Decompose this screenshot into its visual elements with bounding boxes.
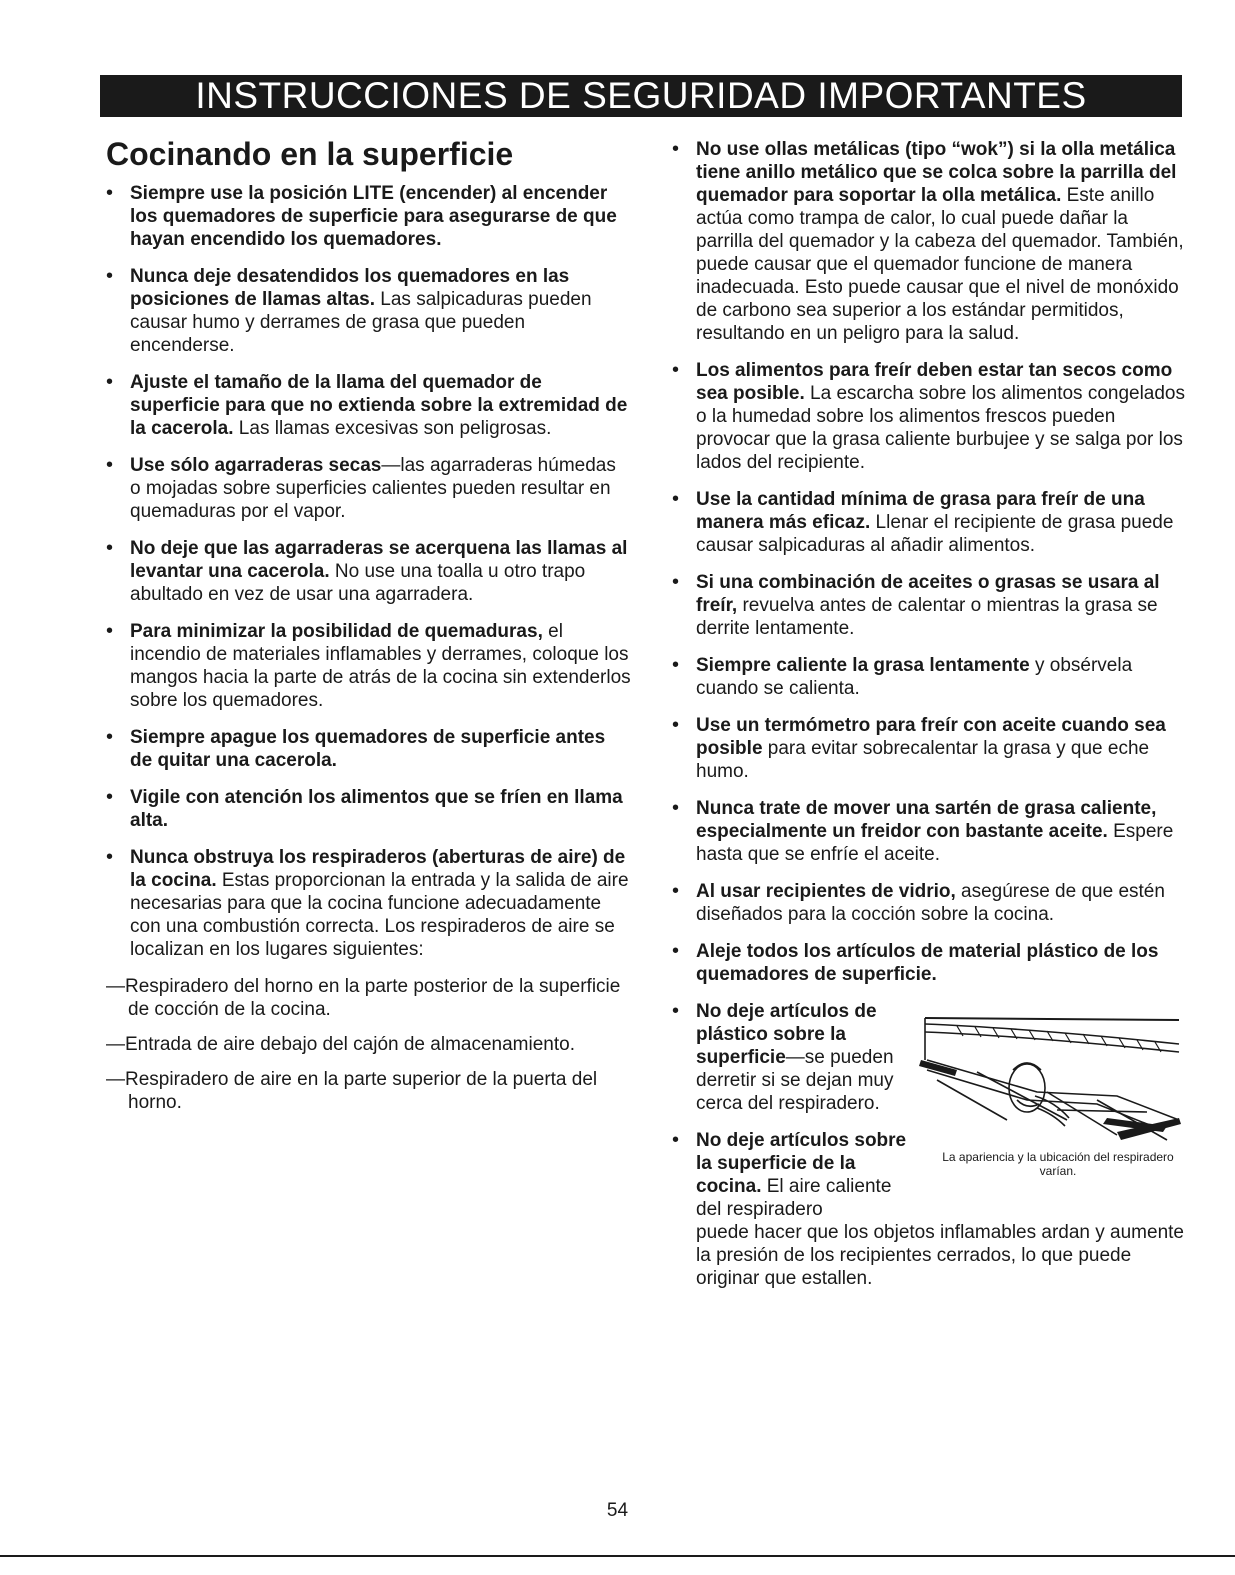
item-text: Espere hasta que se enfríe el aceite. <box>696 821 1174 865</box>
bullet-dot: • <box>672 138 680 160</box>
item-emphasis: Siempre apague los quemadores de superficie antes de quitar una cacerola. <box>130 727 606 771</box>
left-column <box>106 182 631 1126</box>
item-emphasis: Use un termómetro para freír con aceite cuando sea posible <box>696 715 1166 759</box>
vent-drawing-icon <box>917 1000 1187 1145</box>
vent-illustration <box>917 1000 1187 1145</box>
bullet-dot: • <box>672 654 680 676</box>
item-text: El aire caliente del respiradero <box>696 1176 892 1220</box>
safety-item <box>106 786 631 832</box>
item-emphasis: No use ollas metálicas (tipo “wok”) si la olla metálica tiene anillo metálico que se colca sobre la parrilla del quemador para soportar la olla metálica. <box>696 139 1177 206</box>
item-emphasis: Nunca trate de mover una sartén de grasa caliente, especialmente un freidor con bastante aceite. <box>696 798 1157 842</box>
safety-item <box>106 265 631 357</box>
safety-item <box>672 654 1187 700</box>
safety-item <box>106 726 631 772</box>
item-text: —se pueden derretir si se dejan muy cerca del respiradero. <box>696 1047 894 1114</box>
item-emphasis: No deje que las agarraderas se acerquena las llamas al levantar una cacerola. <box>130 538 628 582</box>
item-emphasis: Siempre caliente la grasa lentamente <box>696 655 1030 676</box>
bullet-dot: • <box>106 371 114 393</box>
vent-location-item: —Respiradero de aire en la parte superior de la puerta del horno. <box>106 1069 598 1113</box>
bullet-dot: • <box>672 797 680 819</box>
vent-location-item: —Respiradero del horno en la parte posterior de la superficie de cocción de la cocina. <box>106 976 621 1020</box>
bullet-dot: • <box>106 265 114 287</box>
section-title: Cocinando en la superficie <box>106 136 514 172</box>
vent-figure-block <box>672 1000 1187 1221</box>
safety-item <box>672 571 1187 640</box>
item-emphasis: Use sólo agarraderas secas <box>130 455 382 476</box>
safety-item <box>106 182 631 251</box>
item-text: La escarcha sobre los alimentos congelados o la humedad sobre los alimentos frescos pueden provocar que la grasa caliente burbujee y se salga por los lados del recipiente. <box>696 383 1186 473</box>
safety-item <box>106 620 631 712</box>
item-text: Las llamas excesivas son peligrosas. <box>233 418 552 439</box>
item-emphasis: Nunca obstruya los respiraderos (aberturas de aire) de la cocina. <box>130 847 626 891</box>
item-text: Llenar el recipiente de grasa puede causar salpicaduras al añadir alimentos. <box>696 512 1174 556</box>
bullet-dot: • <box>106 182 114 204</box>
bullet-dot: • <box>672 1129 680 1151</box>
bullet-dot: • <box>106 620 114 642</box>
bullet-dot: • <box>106 454 114 476</box>
bullet-dot: • <box>672 359 680 381</box>
page-banner: INSTRUCCIONES DE SEGURIDAD IMPORTANTES <box>100 75 1182 117</box>
bullet-dot: • <box>672 714 680 736</box>
bullet-dot: • <box>106 846 114 868</box>
safety-item <box>672 880 1187 926</box>
bullet-dot: • <box>672 1000 680 1022</box>
page-number: 54 <box>606 1500 629 1521</box>
safety-item <box>672 797 1187 866</box>
safety-item <box>672 359 1187 474</box>
item-text: el incendio de materiales inflamables y derrames, coloque los mangos hacia la parte de atrás de la cocina sin extenderlos sobre los quemadores. <box>130 621 631 711</box>
right-column <box>672 138 1187 1290</box>
item-emphasis: No deje artículos de plástico sobre la superficie <box>696 1001 877 1068</box>
item-emphasis: Siempre use la posición LITE (encender) al encender los quemadores de superficie para asegurarse de que hayan encendido los quemadores. <box>130 183 617 250</box>
safety-item <box>106 371 631 440</box>
bullet-dot: • <box>672 880 680 902</box>
safety-item <box>672 1000 911 1115</box>
bullet-dot: • <box>106 786 114 808</box>
bullet-dot: • <box>672 571 680 593</box>
bullet-dot: • <box>106 537 114 559</box>
item-emphasis: Nunca deje desatendidos los quemadores en las posiciones de llamas altas. <box>130 266 570 310</box>
item-emphasis: Aleje todos los artículos de material plástico de los quemadores de superficie. <box>696 941 1159 985</box>
item-emphasis: No deje artículos sobre la superficie de la cocina. <box>696 1130 907 1197</box>
item-emphasis: Vigile con atención los alimentos que se fríen en llama alta. <box>130 787 623 831</box>
bullet-dot: • <box>672 940 680 962</box>
safety-item <box>106 537 631 606</box>
bullet-dot: • <box>672 488 680 510</box>
item-text: Las salpicaduras pueden causar humo y derrames de grasa que pueden encenderse. <box>130 289 592 356</box>
item-emphasis: Los alimentos para freír deben estar tan secos como sea posible. <box>696 360 1173 404</box>
item-text: Este anillo actúa como trampa de calor, lo cual puede dañar la parrilla del quemador y la cabeza del quemador. También, puede causar que el quemador funcione de manera inadecuada. Esto puede causar que el nivel de monóxido de carbono sea superior a los estándar permitidos, resultando en un peligro para la salud. <box>696 185 1184 344</box>
item-text: para evitar sobrecalentar la grasa y que eche humo. <box>696 738 1150 782</box>
bottom-rule <box>0 1555 1235 1557</box>
item-text: y obsérvela cuando se calienta. <box>696 655 1133 699</box>
safety-item <box>672 138 1187 345</box>
safety-item <box>672 714 1187 783</box>
figure-caption: La apariencia y la ubicación del respiradero varían. <box>942 1150 1174 1178</box>
safety-item <box>106 454 631 523</box>
item-emphasis: Si una combinación de aceites o grasas se usara al freír, <box>696 572 1160 616</box>
item-text: —las agarraderas húmedas o mojadas sobre superficies calientes pueden resultar en quemaduras por el vapor. <box>130 455 616 522</box>
item-text: revuelva antes de calentar o mientras la grasa se derrite lentamente. <box>696 595 1158 639</box>
item-continuation: puede hacer que los objetos inflamables ardan y aumente la presión de los recipientes cerrados, lo que puede originar que estallen. <box>696 1222 1184 1289</box>
safety-item <box>672 940 1187 986</box>
safety-item <box>672 1129 911 1221</box>
bullet-dot: • <box>106 726 114 748</box>
item-emphasis: Ajuste el tamaño de la llama del quemador de superficie para que no extienda sobre la extremidad de la cacerola. <box>130 372 628 439</box>
safety-item <box>672 488 1187 557</box>
item-text: Estas proporcionan la entrada y la salida de aire necesarias para que la cocina funcione adecuadamente con una combustión correcta. Los respiraderos de aire se localizan en los lugares siguientes: <box>130 870 629 960</box>
item-emphasis: Use la cantidad mínima de grasa para freír de una manera más eficaz. <box>696 489 1145 533</box>
vent-location-item: —Entrada de aire debajo del cajón de almacenamiento. <box>106 1034 575 1055</box>
item-text: asegúrese de que estén diseñados para la cocción sobre la cocina. <box>696 881 1165 925</box>
item-text: No use una toalla u otro trapo abultado en vez de usar una agarradera. <box>130 561 586 605</box>
safety-item <box>106 846 631 961</box>
item-emphasis: Al usar recipientes de vidrio, <box>696 881 956 902</box>
item-emphasis: Para minimizar la posibilidad de quemaduras, <box>130 621 543 642</box>
